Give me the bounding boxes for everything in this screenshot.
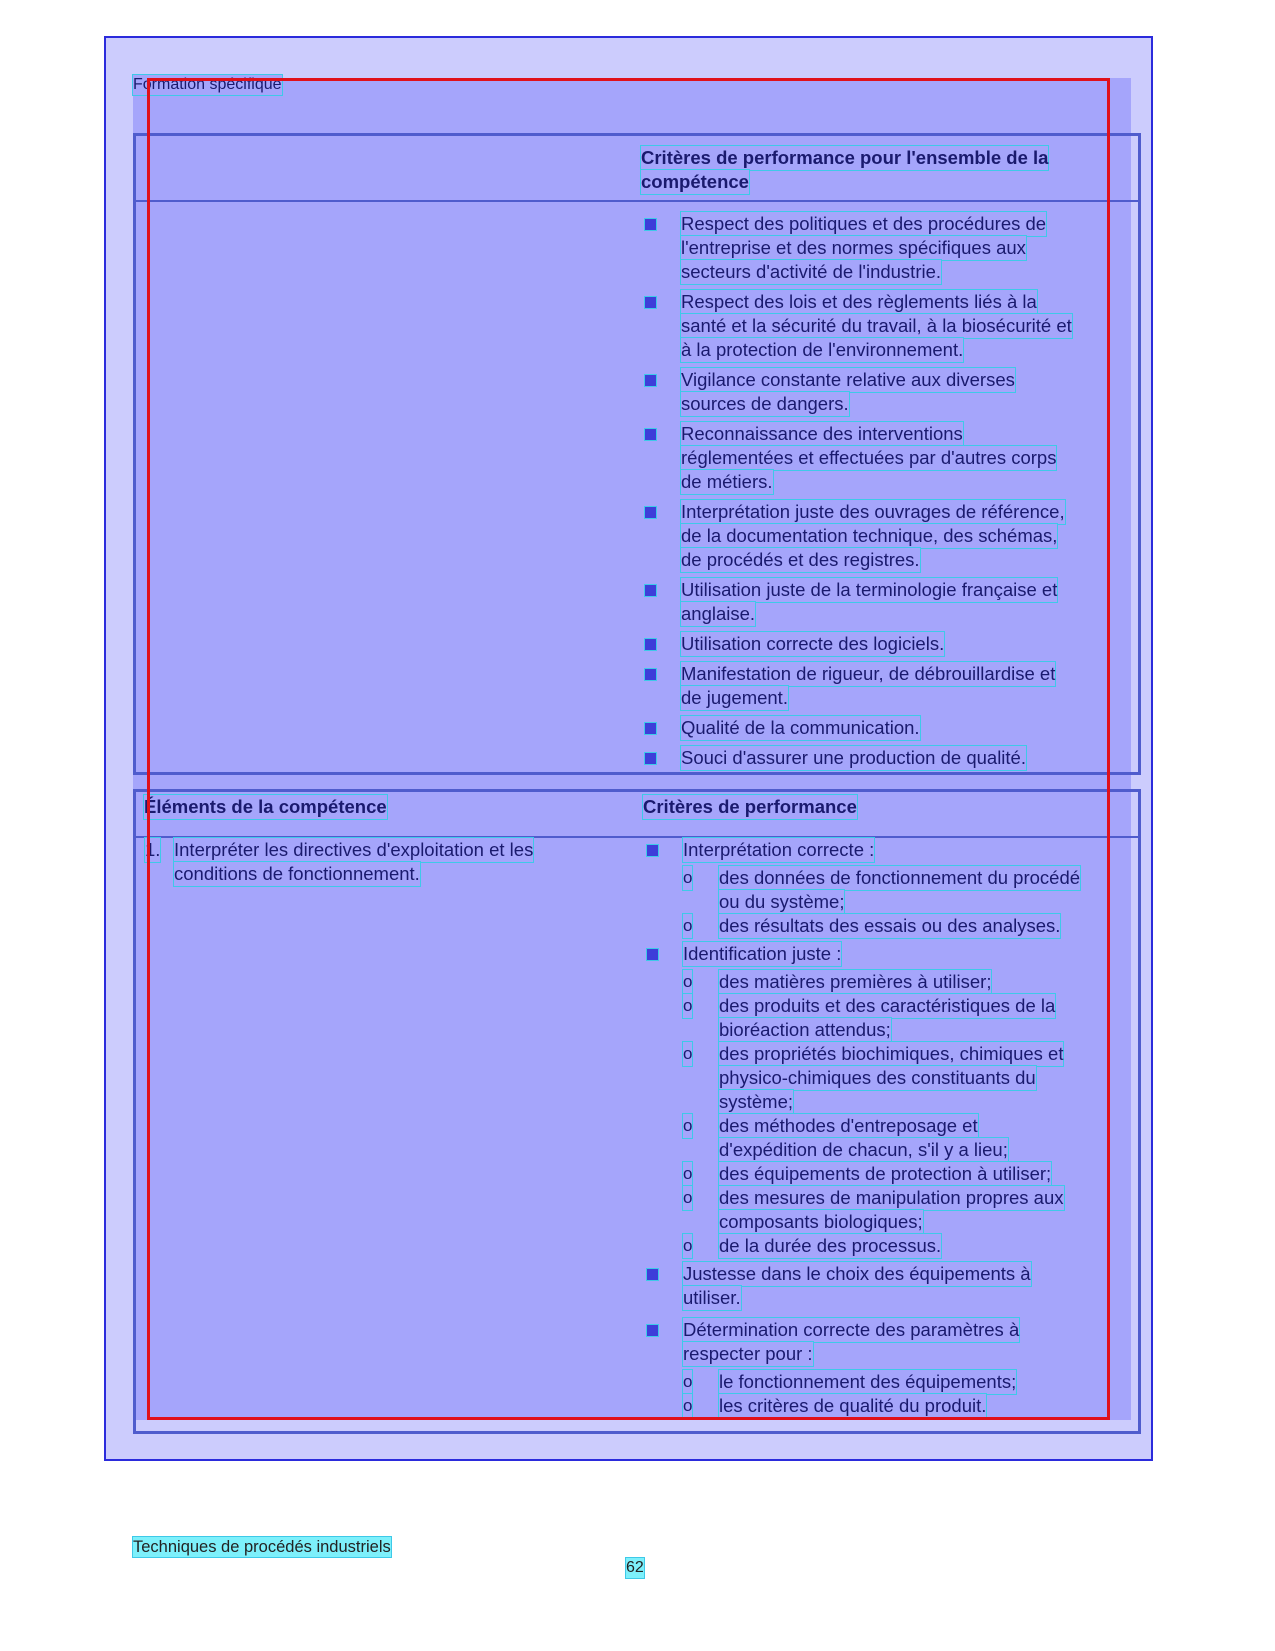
criterion-line: Interprétation juste des ouvrages de référence, (681, 501, 1065, 522)
criterion-line: Vigilance constante relative aux diverses (681, 369, 1015, 390)
criterion-line: de jugement. (681, 687, 788, 708)
sub-criterion-line: des données de fonctionnement du procédé (719, 867, 1081, 888)
element-text: conditions de fonctionnement. (174, 863, 420, 884)
page-number: 62 (626, 1559, 644, 1576)
criterion-label: Détermination correcte des paramètres à (683, 1319, 1020, 1340)
section-label: Formation spécifique (133, 76, 282, 93)
criterion-line: Manifestation de rigueur, de débrouillardise et (681, 663, 1056, 684)
sub-criterion-line: physico-chimiques des constituants du (719, 1067, 1036, 1088)
sub-criterion-line: d'expédition de chacun, s'il y a lieu; (719, 1139, 1008, 1160)
element-text: Interpréter les directives d'exploitation et les (174, 839, 534, 860)
bullet-icon (645, 507, 656, 518)
sub-criterion-line: des résultats des essais ou des analyses. (719, 915, 1061, 936)
criterion-label: utiliser. (683, 1287, 741, 1308)
header-rule (136, 200, 1138, 202)
criterion-line: anglaise. (681, 603, 756, 624)
sub-bullet-icon: o (683, 1114, 692, 1138)
criterion-line: secteurs d'activité de l'industrie. (681, 261, 942, 282)
element-number: 1. (145, 839, 161, 860)
sub-criterion-line: des produits et des caractéristiques de la (719, 995, 1056, 1016)
bullet-icon (645, 375, 656, 386)
criterion-line: Respect des politiques et des procédures de (681, 213, 1047, 234)
bullet-icon (645, 585, 656, 596)
sub-bullet-icon: o (683, 970, 692, 994)
bullet-icon (647, 845, 658, 856)
sub-criterion-line: des méthodes d'entreposage et (719, 1115, 978, 1136)
criterion-line: Qualité de la communication. (681, 717, 920, 738)
bullet-icon (645, 669, 656, 680)
sub-criterion-line: de la durée des processus. (719, 1235, 942, 1256)
criterion-label: Interprétation correcte : (683, 839, 875, 860)
sub-criterion-line: les critères de qualité du produit. (719, 1395, 987, 1416)
sub-bullet-icon: o (683, 1370, 692, 1394)
bullet-icon (645, 429, 656, 440)
criterion-line: l'entreprise et des normes spécifiques aux (681, 237, 1026, 258)
criterion-line: à la protection de l'environnement. (681, 339, 964, 360)
sub-bullet-icon: o (683, 1042, 692, 1066)
criterion-line: Reconnaissance des interventions (681, 423, 963, 444)
criterion-line: Utilisation correcte des logiciels. (681, 633, 945, 654)
criterion-line: de procédés et des registres. (681, 549, 920, 570)
criterion-line: de métiers. (681, 471, 773, 492)
column-header-criteria: Critères de performance (643, 796, 857, 817)
criterion-line: sources de dangers. (681, 393, 849, 414)
bullet-icon (647, 1325, 658, 1336)
bullet-icon (645, 297, 656, 308)
sub-bullet-icon: o (683, 1186, 692, 1210)
sub-bullet-icon: o (683, 1162, 692, 1186)
sub-criterion-line: composants biologiques; (719, 1211, 923, 1232)
criterion-line: de la documentation technique, des schémas, (681, 525, 1058, 546)
sub-bullet-icon: o (683, 914, 692, 938)
sub-criterion-line: des équipements de protection à utiliser; (719, 1163, 1052, 1184)
sub-criterion-line: système; (719, 1091, 794, 1112)
sub-criterion-line: des mesures de manipulation propres aux (719, 1187, 1064, 1208)
sub-bullet-icon: o (683, 994, 692, 1018)
table-header: Critères de performance pour l'ensemble de la (641, 147, 1049, 168)
bullet-icon (645, 639, 656, 650)
sub-criterion-line: bioréaction attendus; (719, 1019, 891, 1040)
sub-criterion-line: le fonctionnement des équipements; (719, 1371, 1017, 1392)
bullet-icon (645, 753, 656, 764)
table-header: compétence (641, 171, 749, 192)
criterion-line: Souci d'assurer une production de qualité. (681, 747, 1026, 768)
footer-label: Techniques de procédés industriels (133, 1538, 391, 1556)
criterion-label: respecter pour : (683, 1343, 813, 1364)
sub-criterion-line: ou du système; (719, 891, 845, 912)
sub-criterion-line: des propriétés biochimiques, chimiques et (719, 1043, 1064, 1064)
criterion-line: Utilisation juste de la terminologie française et (681, 579, 1058, 600)
sub-criterion-line: des matières premières à utiliser; (719, 971, 992, 992)
criterion-line: réglementées et effectuées par d'autres corps (681, 447, 1057, 468)
criterion-line: santé et la sécurité du travail, à la biosécurité et (681, 315, 1072, 336)
bullet-icon (645, 723, 656, 734)
sub-bullet-icon: o (683, 1234, 692, 1258)
criterion-label: Justesse dans le choix des équipements à (683, 1263, 1031, 1284)
criterion-line: Respect des lois et des règlements liés à la (681, 291, 1037, 312)
column-header-elements: Éléments de la compétence (144, 796, 387, 817)
bullet-icon (645, 219, 656, 230)
sub-bullet-icon: o (683, 866, 692, 890)
bullet-icon (647, 949, 658, 960)
sub-bullet-icon: o (683, 1394, 692, 1418)
criterion-label: Identification juste : (683, 943, 842, 964)
bullet-icon (647, 1269, 658, 1280)
